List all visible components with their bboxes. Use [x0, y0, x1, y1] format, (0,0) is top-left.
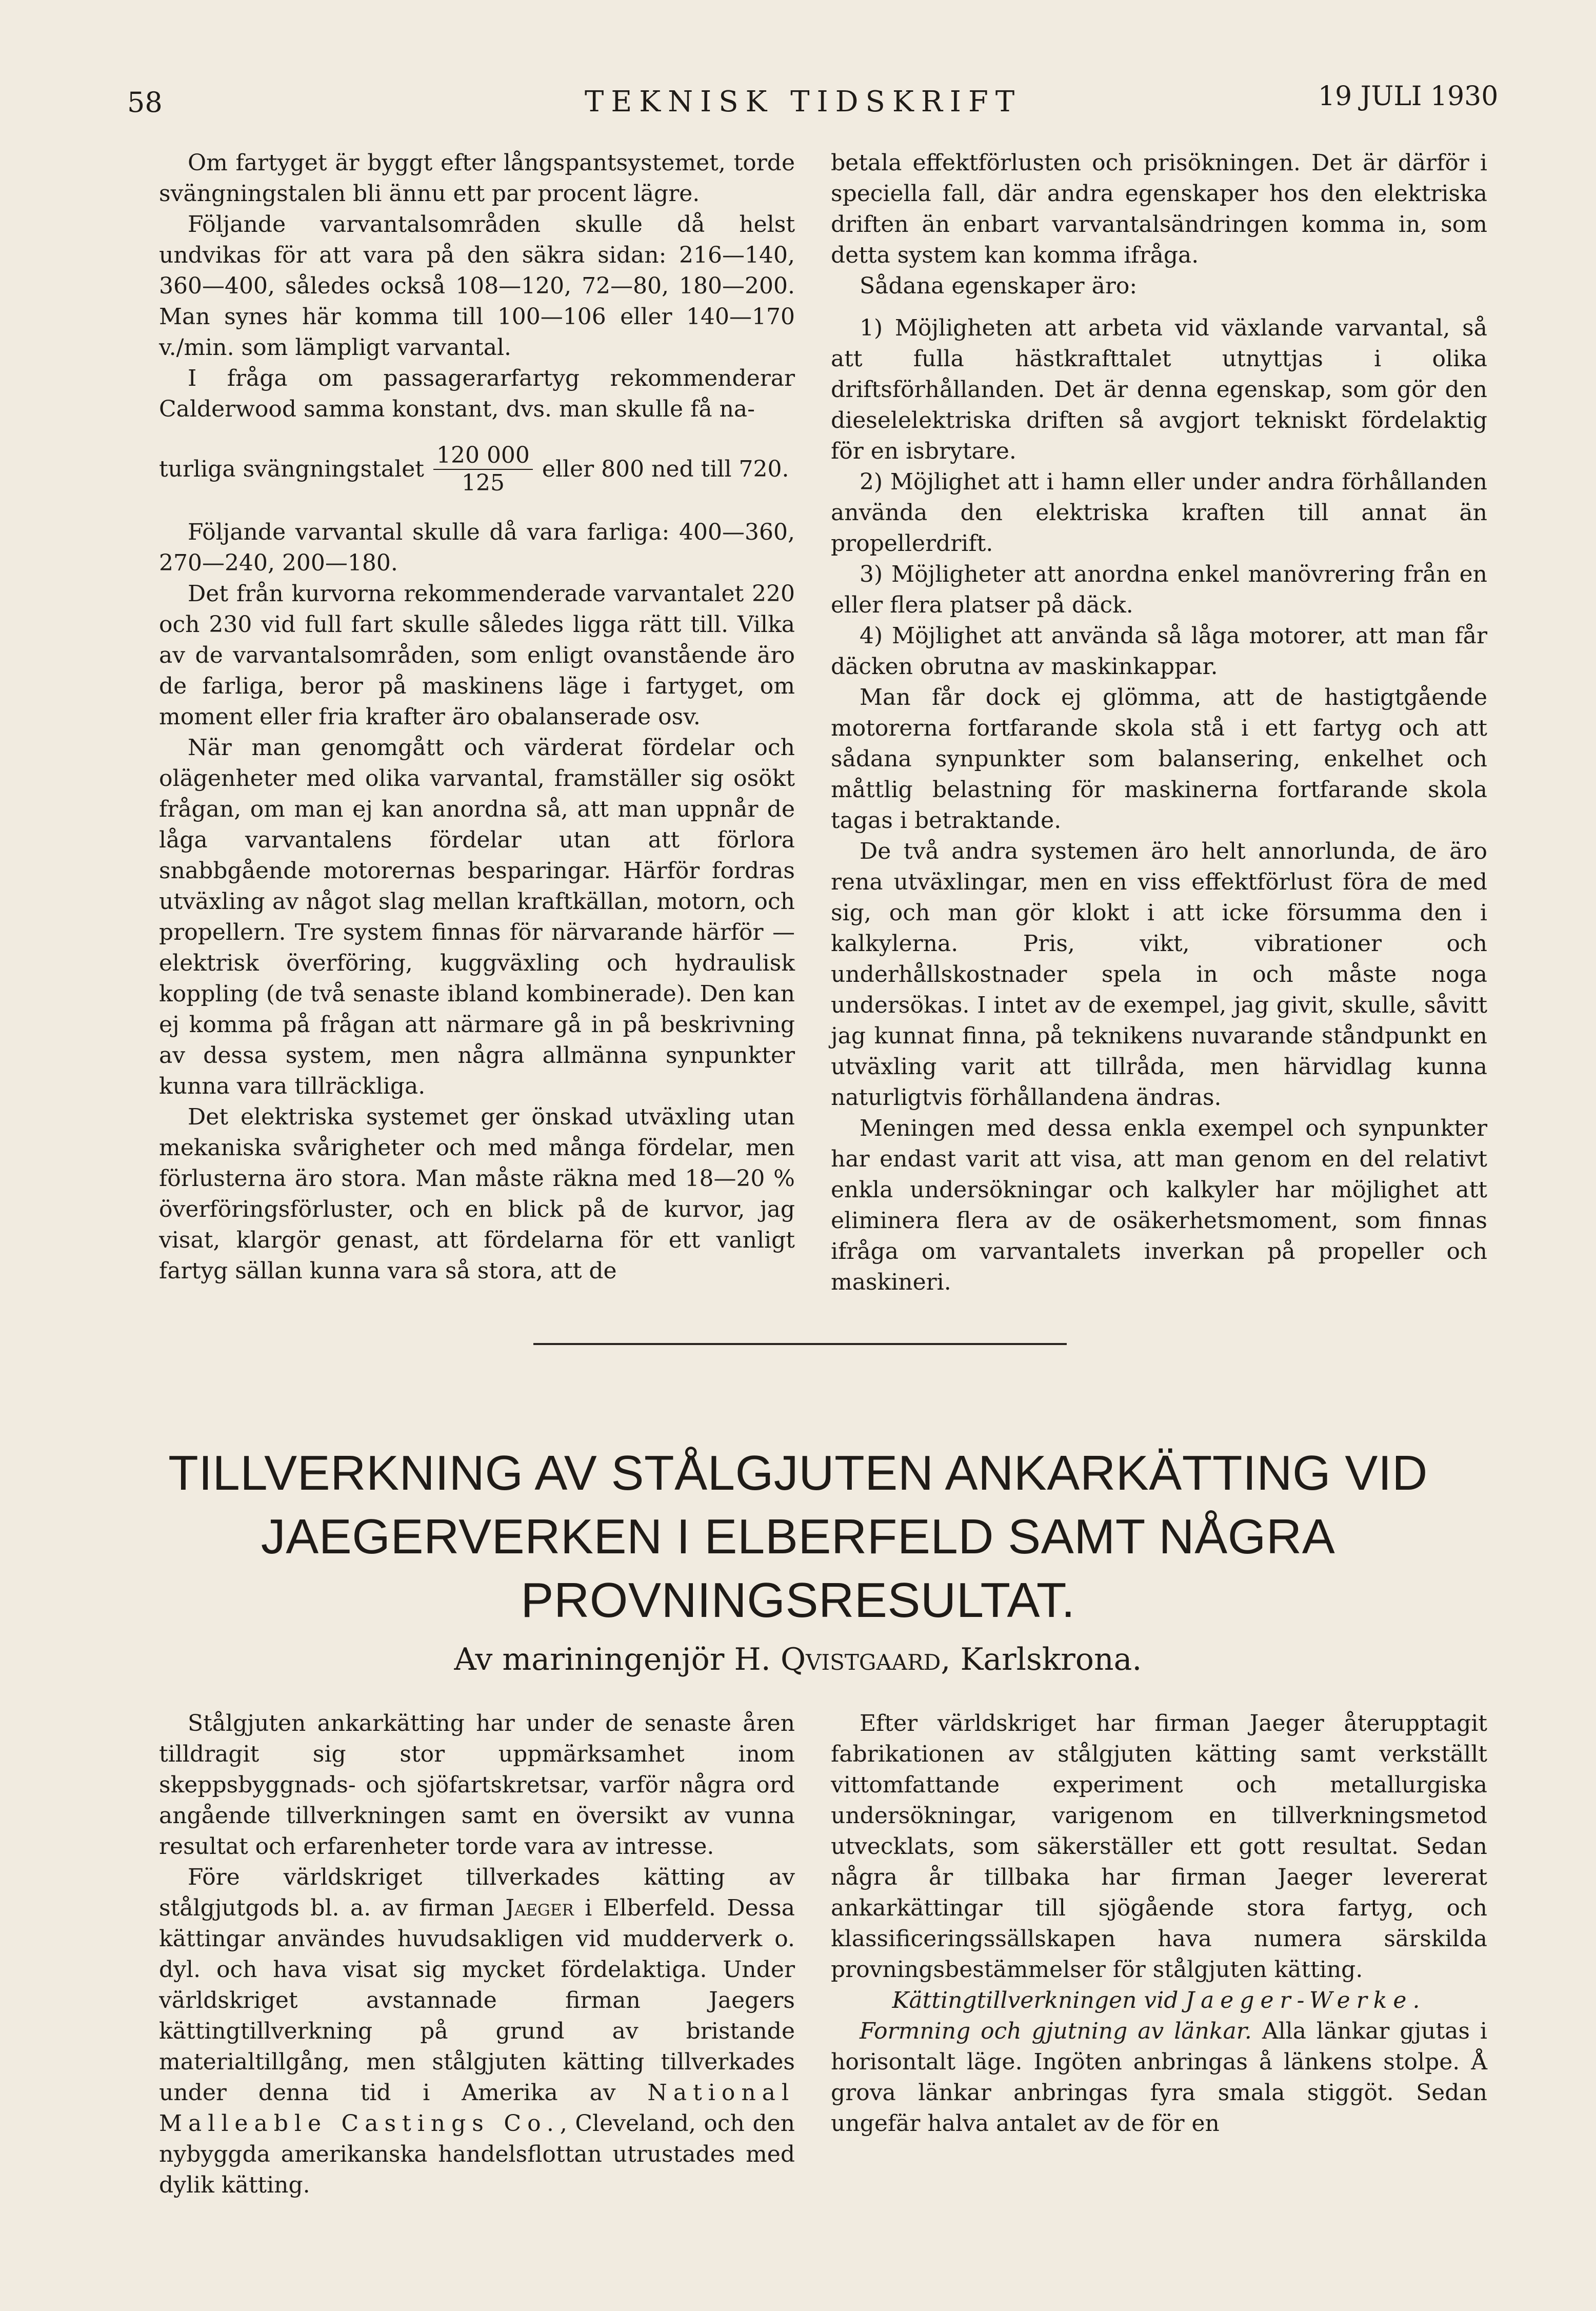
paragraph [159, 1862, 795, 2201]
paragraph [831, 2016, 1487, 2139]
section-subheading [831, 1985, 1487, 2016]
fraction-numerator: 120 000 [433, 442, 533, 470]
paragraph: Efter världskriget har firman Jaeger återupptagit fabrikationen av stålgjuten kätting samt verkställt vittomfattande experiment och metallurgiska undersökningar, varigenom en tillverkningsmetod utvecklats, som säkerställer ett gott resultat. Sedan några år tillbaka har firman Jaeger levererat ankarkättingar till sjögående stora fartyg, och klassificeringssällskapen hava numera särskilda provningsbestämmelser för stålgjuten kätting. [831, 1710, 1487, 1983]
article-byline [103, 1642, 1493, 1677]
paragraph: Om fartyget är byggt efter långspantsystemet, torde svängningstalen bli ännu ett par procent lägre. [159, 150, 795, 207]
section-divider [533, 1343, 1067, 1345]
text-run: i Elberfeld. Dessa kättingar användes huvudsakligen vid mudderverk o. dyl. och hava visat sig mycket fördelaktiga. Under världskriget avstannade firman Jaegers kättingtillverkning på grund av bristande materialtillgång, men stålgjuten kätting tillverkades under denna tid i Amerika av [159, 1895, 795, 2106]
formula-suffix: eller 800 ned till 720. [542, 456, 789, 482]
author-name: Qvistgaard [780, 1642, 941, 1677]
issue-month: JULI [1360, 81, 1422, 112]
paragraph: Stålgjuten ankarkätting har under de senaste åren tilldragit sig stor uppmärksamhet inom skeppsbyggnads- och sjöfartskretsar, varför några ord angående tillverkningen samt en översikt av vunna resultat och erfarenheter torde vara av intresse. [159, 1710, 795, 1860]
subheading-company: Jaeger-Werke. [1185, 1987, 1426, 2013]
paragraph: Meningen med dessa enkla exempel och synpunkter har endast varit att visa, att man genom en del relativt enkla undersökningar och kalkyler har möjlighet att eliminera flera av de osäkerhetsmoment, som finnas ifråga om varvantalets inverkan på propeller och maskineri. [831, 1115, 1487, 1295]
article-title: TILLVERKNING AV STÅLGJUTEN ANKARKÄTTING VID JAEGERVERKEN I ELBERFELD SAMT NÅGRA PROVNINGSRESULTAT. [168, 1446, 1428, 1628]
list-item: 3) Möjligheter att anordna enkel manövrering från en eller flera platser på däck. [831, 561, 1487, 618]
paragraph: Följande varvantalsområden skulle då helst undvikas för att vara på den säkra sidan: 216—140, 360—400, således också 108—120, 72—80, 180—200. Man synes här komma till 100—106 eller 140—170 v./min. som lämpligt varvantal. [159, 211, 795, 361]
fraction-denominator: 125 [461, 470, 505, 496]
paragraph: De två andra systemen äro helt annorlunda, de äro rena utväxlingar, men en viss effektförlust föra de med sig, och man gör klokt i att icke försumma den i kalkylerna. Pris, vikt, vibrationer och underhållskostnader spela in och måste noga undersökas. I intet av de exempel, jag givit, skulle, såvitt jag kunnat finna, på teknikens nuvarande ståndpunkt en utväxling varit att tillråda, men härvidlag kunna naturligtvis förhållandena ändras. [831, 838, 1487, 1111]
list-item: 1) Möjligheten att arbeta vid växlande varvantal, så att fulla hästkrafttalet utnyttjas i olika driftsförhållanden. Det är denna egenskap, som gör den dieselelektriska driften så avgjort tekniskt fördelaktig för en isbrytare. [831, 315, 1487, 464]
company-name: National Malleable Castings Co. [159, 2080, 795, 2137]
byline-prefix: Av mariningenjör H. [454, 1642, 771, 1677]
paragraph: Följande varvantal skulle då vara farliga: 400—360, 270—240, 200—180. [159, 519, 795, 576]
firm-name: Jaeger [505, 1895, 574, 1921]
paragraph: Man får dock ej glömma, att de hastigtgående motorerna fortfarande skola stå i ett fartyg och att sådana synpunkter som balansering, enkelhet och måttlig belastning för maskinerna fortfarande skola tagas i betraktande. [831, 684, 1487, 834]
paragraph: När man genomgått och värderat fördelar och olägenheter med olika varvantal, framställer sig osökt frågan, om man ej kan anordna så, att man uppnår de låga varvantalens fördelar utan att förlora snabbgående motorernas besparingar. Härför fordras utväxling av något slag mellan kraftkällan, motorn, och propellern. Tre system finnas för närvarande härför — elektrisk överföring, kuggväxling och hydraulisk koppling (de två senaste ibland kombinerade). Den kan ej komma på frågan att närmare gå in på beskrivning av dessa system, men några allmänna synpunkter kunna vara tillräckliga. [159, 735, 795, 1099]
paragraph: betala effektförlusten och prisökningen. Det är därför i speciella fall, där andra egenskaper hos den elektriska driften än enbart varvantalsändringen komma in, som detta system kan komma ifråga. [831, 150, 1487, 268]
journal-title: TEKNISK TIDSKRIFT [585, 85, 1022, 118]
top-left-column [159, 148, 795, 1287]
paragraph: Det elektriska systemet ger önskad utväxling utan mekaniska svårigheter och med många fördelar, men förlusterna äro stora. Man måste räkna med 18—20 % överföringsförluster, och en blick på de kurvor, jag visat, klargör genast, att fördelarna för ett vanligt fartyg sällan kunna vara så stora, att de [159, 1104, 795, 1284]
issue-year: 1930 [1430, 81, 1499, 112]
list-item: 2) Möjlighet att i hamn eller under andra förhållanden använda den elektriska kraften till annat än propellerdrift. [831, 469, 1487, 557]
spacer [831, 302, 1487, 313]
bottom-right-column [831, 1708, 1487, 2139]
text-run: Före världskriget tillverkades kätting av stålgjutgods bl. a. av firman [159, 1864, 795, 1921]
page-number: 58 [127, 86, 163, 118]
subheading-text: Kättingtillverkningen vid [892, 1987, 1179, 2013]
paragraph: Sådana egenskaper äro: [860, 273, 1138, 299]
paragraph-lead: Formning och gjutning av länkar. [860, 2018, 1252, 2044]
issue-date [1318, 81, 1498, 112]
issue-day: 19 [1318, 81, 1352, 112]
paragraph: Det från kurvorna rekommenderade varvantalet 220 och 230 vid full fart skulle således ligga rätt till. Vilka av de varvantalsområden, som enligt ovanstående äro de farliga, beror på maskinens läge i fartyget, om moment eller fria krafter äro obalanserade osv. [159, 581, 795, 730]
formula-line [159, 442, 795, 497]
text-run: , Cleveland, och den nybyggda amerikanska handelsflottan utrustades med dylik kätting. [159, 2110, 795, 2198]
bottom-left-column [159, 1708, 795, 2201]
list-item: 4) Möjlighet att använda så låga motorer, att man får däcken obrutna av maskinkappar. [831, 623, 1487, 680]
top-right-column [831, 148, 1487, 1298]
paragraph: I fråga om passagerarfartyg rekommenderar Calderwood samma konstant, dvs. man skulle få na- [159, 365, 795, 422]
fraction [433, 442, 533, 497]
formula-prefix: turliga svängningstalet [159, 456, 424, 482]
byline-suffix: , Karlskrona. [941, 1642, 1142, 1677]
text-run: Alla länkar gjutas i horisontalt läge. Ingöten anbringas å länkens stolpe. Å grova länkar anbringas fyra smala stiggöt. Sedan ungefär halva antalet av de för en [831, 2018, 1487, 2137]
